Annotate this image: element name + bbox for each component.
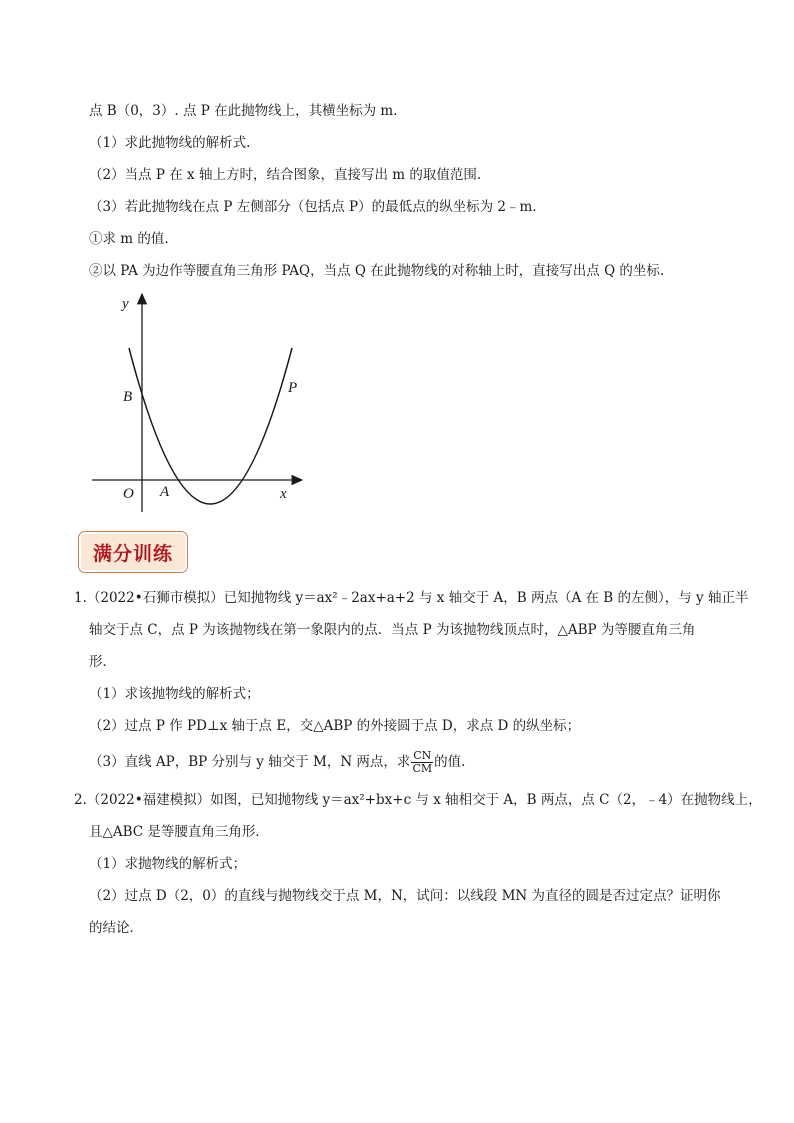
problem-2-line-2: 且△ABC 是等腰直角三角形． <box>89 824 269 840</box>
question-3: （3）若此抛物线在点 P 左侧部分（包括点 P）的最低点的纵坐标为 2﹣m. <box>89 199 537 215</box>
problem-1-line-2: 轴交于点 C，点 P 为该抛物线在第一象限内的点．当点 P 为该抛物线顶点时，△ABP 为等腰直角三角 <box>89 622 696 638</box>
fraction-numerator: CN <box>413 749 432 762</box>
problem-1-question-3 <box>89 750 465 775</box>
point-p-label: P <box>288 380 298 396</box>
fraction <box>411 750 433 775</box>
x-axis-label: x <box>280 486 287 502</box>
parabola-figure <box>86 290 308 515</box>
problem-1-question-2: （2）过点 P 作 PD⊥x 轴于点 E，交△ABP 的外接圆于点 D，求点 D 的纵坐标； <box>89 718 581 734</box>
problem-text-line: 点 B（0，3）. 点 P 在此抛物线上，其横坐标为 m. <box>89 103 398 119</box>
problem-2-question-2-line-2: 的结论． <box>89 920 143 936</box>
y-axis-label: y <box>122 296 129 312</box>
section-badge-label: 满分训练 <box>93 543 174 565</box>
problem-1-line-1: 1.（2022•石狮市模拟）已知抛物线 y＝ax²﹣2ax+a+2 与 x 轴交于 A，B 两点（A 在 B 的左侧），与 y 轴正半 <box>74 590 749 606</box>
question-3-suffix: 的值. <box>434 754 466 770</box>
problem-2-question-2-line-1: （2）过点 D（2，0）的直线与抛物线交于点 M，N，试问：以线段 MN 为直径的圆是否过定点？证明你 <box>89 888 721 904</box>
question-2: （2）当点 P 在 x 轴上方时，结合图象，直接写出 m 的取值范围. <box>89 167 482 183</box>
origin-label: O <box>123 486 134 502</box>
question-3-sub-1: ①求 m 的值. <box>89 231 169 247</box>
question-3-prefix: （3）直线 AP，BP 分别与 y 轴交于 M，N 两点，求 <box>89 754 411 770</box>
problem-2-question-1: （1）求抛物线的解析式； <box>89 856 247 872</box>
point-b-label: B <box>123 389 133 405</box>
question-1: （1）求此抛物线的解析式. <box>89 135 251 151</box>
problem-2-line-1: 2.（2022•福建模拟）如图，已知抛物线 y＝ax²+bx+c 与 x 轴相交于 A，B 两点，点 C（2，﹣4）在抛物线上， <box>74 792 762 808</box>
problem-1-question-1: （1）求该抛物线的解析式； <box>89 686 260 702</box>
problem-1-line-3: 形． <box>89 654 116 670</box>
section-badge <box>78 531 188 573</box>
point-a-label: A <box>160 484 170 500</box>
fraction-denominator: CM <box>412 762 433 775</box>
question-3-sub-2: ②以 PA 为边作等腰直角三角形 PAQ，当点 Q 在此抛物线的对称轴上时，直接写出点 Q 的坐标. <box>89 263 665 279</box>
